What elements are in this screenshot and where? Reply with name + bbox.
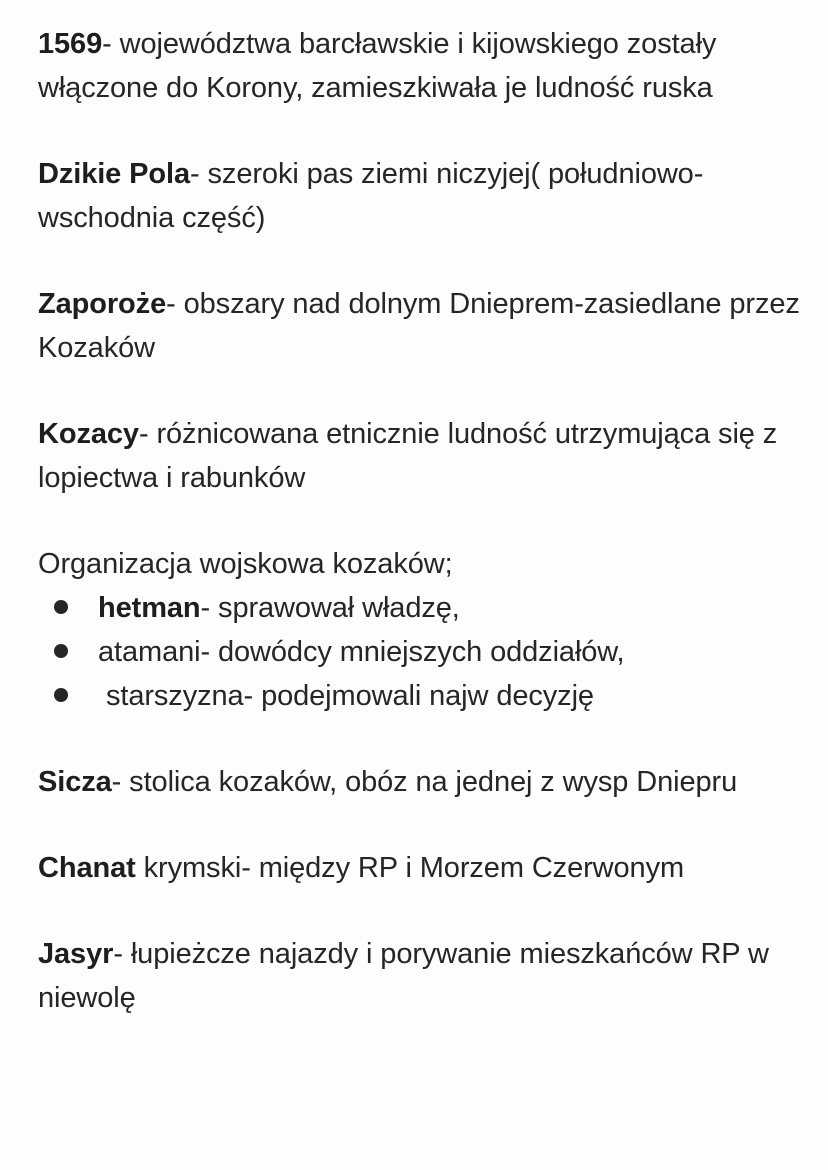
entry-text: - łupieżcze najazdy i porywanie mieszkańców RP w niewolę — [38, 938, 769, 1014]
entry-text: - województwa barcławskie i kijowskiego zostały włączone do Korony, zamieszkiwała je ludność ruska — [38, 28, 717, 104]
entry-term: Kozacy — [38, 418, 139, 450]
list-item — [38, 586, 808, 630]
entry-term: Dzikie Pola — [38, 158, 191, 190]
entry-jasyr — [38, 932, 808, 1020]
bullet-icon — [54, 688, 68, 702]
organization-heading: Organizacja wojskowa kozaków; — [38, 548, 453, 580]
organization-list — [38, 586, 808, 718]
list-item — [38, 630, 808, 674]
list-item-text: starszyzna- podejmowali najw decyzję — [98, 680, 594, 712]
entry-sicza — [38, 760, 808, 804]
entry-term: 1569 — [38, 28, 103, 60]
entry-text: krymski- między RP i Morzem Czerwonym — [135, 852, 685, 884]
entry-term: Chanat — [38, 852, 136, 884]
entry-text: - szeroki pas ziemi niczyjej( południowo-wschodnia część) — [38, 158, 704, 234]
list-item-text: - sprawował władzę, — [200, 592, 460, 624]
entry-text: - różnicowana etnicznie ludność utrzymująca się z lopiectwa i rabunków — [38, 418, 778, 494]
entry-chanat — [38, 846, 808, 890]
entry-term: Sicza — [38, 766, 112, 798]
list-item-term: hetman — [98, 592, 201, 624]
list-item-text: atamani- dowódcy mniejszych oddziałów, — [98, 636, 625, 668]
bullet-icon — [54, 644, 68, 658]
entry-term: Zaporoże — [38, 288, 167, 320]
entry-term: Jasyr — [38, 938, 114, 970]
entry-1569 — [38, 22, 808, 110]
entry-kozacy — [38, 412, 808, 500]
entry-text: - obszary nad dolnym Dnieprem-zasiedlane przez Kozaków — [38, 288, 800, 364]
entry-text: - stolica kozaków, obóz na jednej z wysp Dniepru — [111, 766, 738, 798]
entry-zaporoze — [38, 282, 808, 370]
bullet-icon — [54, 600, 68, 614]
entry-dzikie-pola — [38, 152, 808, 240]
organization-section — [38, 542, 808, 718]
list-item — [38, 674, 808, 718]
